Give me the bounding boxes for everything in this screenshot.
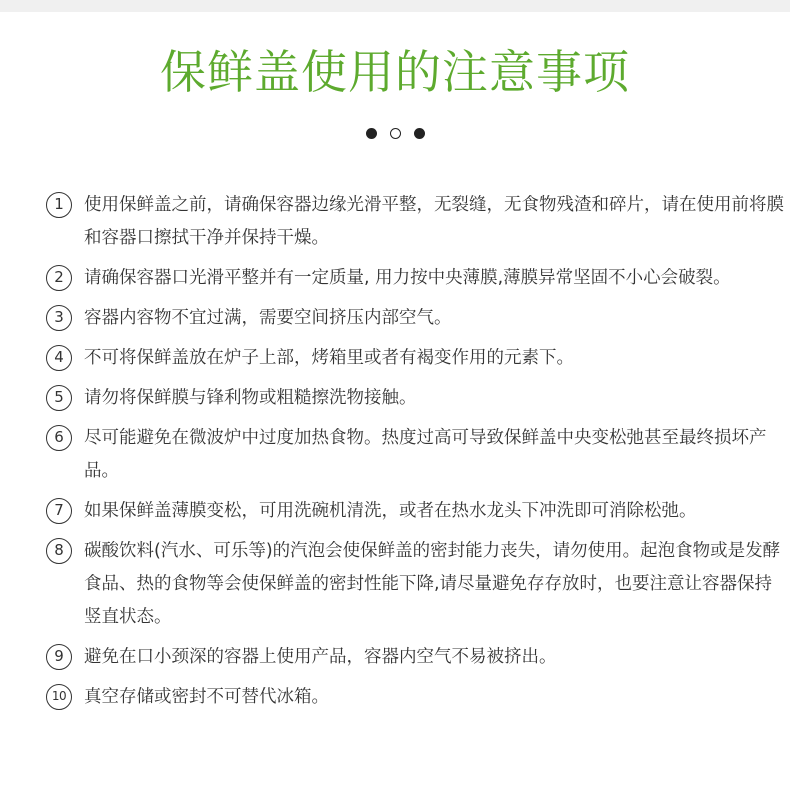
note-item — [46, 189, 786, 255]
note-item — [46, 382, 786, 415]
note-text: 使用保鲜盖之前，请确保容器边缘光滑平整，无裂缝，无食物残渣和碎片，请在使用前将膜和容器口擦拭干净并保持干燥。 — [84, 195, 784, 248]
note-item — [46, 681, 786, 714]
dot-indicator-2[interactable] — [390, 128, 401, 139]
note-text: 碳酸饮料(汽水、可乐等)的汽泡会使保鲜盖的密封能力丧失，请勿使用。起泡食物或是发酵食品、热的食物等会使保鲜盖的密封性能下降,请尽量避免存存放时，也要注意让容器保持竖直状态。 — [84, 541, 781, 627]
note-text: 尽可能避免在微波炉中过度加热食物。热度过高可导致保鲜盖中央变松弛甚至最终损坏产品。 — [84, 428, 767, 481]
page-title: 保鲜盖使用的注意事项 — [160, 45, 630, 99]
circled-number: 9 — [46, 644, 72, 670]
note-item — [46, 262, 786, 295]
note-item — [46, 302, 786, 335]
circled-number: 3 — [46, 305, 72, 331]
circled-number: 5 — [46, 385, 72, 411]
dot-indicator-1[interactable] — [366, 128, 377, 139]
circled-number: 7 — [46, 498, 72, 524]
circled-number: 2 — [46, 265, 72, 291]
note-text: 请确保容器口光滑平整并有一定质量, 用力按中央薄膜,薄膜异常坚固不小心会破裂。 — [84, 268, 731, 288]
note-item — [46, 495, 786, 528]
note-item — [46, 342, 786, 375]
note-item — [46, 422, 786, 488]
note-text: 请勿将保鲜膜与锋利物或粗糙擦洗物接触。 — [84, 388, 417, 408]
top-band — [0, 0, 790, 12]
note-text: 如果保鲜盖薄膜变松，可用洗碗机清洗，或者在热水龙头下冲洗即可消除松弛。 — [84, 501, 697, 521]
circled-number: 10 — [46, 684, 72, 710]
circled-number: 4 — [46, 345, 72, 371]
carousel-dots — [0, 126, 790, 140]
note-text: 避免在口小颈深的容器上使用产品，容器内空气不易被挤出。 — [84, 647, 557, 667]
note-text: 不可将保鲜盖放在炉子上部，烤箱里或者有褐变作用的元素下。 — [84, 348, 574, 368]
note-item — [46, 535, 786, 634]
note-item — [46, 641, 786, 674]
circled-number: 8 — [46, 538, 72, 564]
notes-list — [46, 189, 786, 721]
dot-indicator-3[interactable] — [414, 128, 425, 139]
circled-number: 6 — [46, 425, 72, 451]
circled-number: 1 — [46, 192, 72, 218]
note-text: 容器内容物不宜过满，需要空间挤压内部空气。 — [84, 308, 452, 328]
note-text: 真空存储或密封不可替代冰箱。 — [84, 687, 329, 707]
